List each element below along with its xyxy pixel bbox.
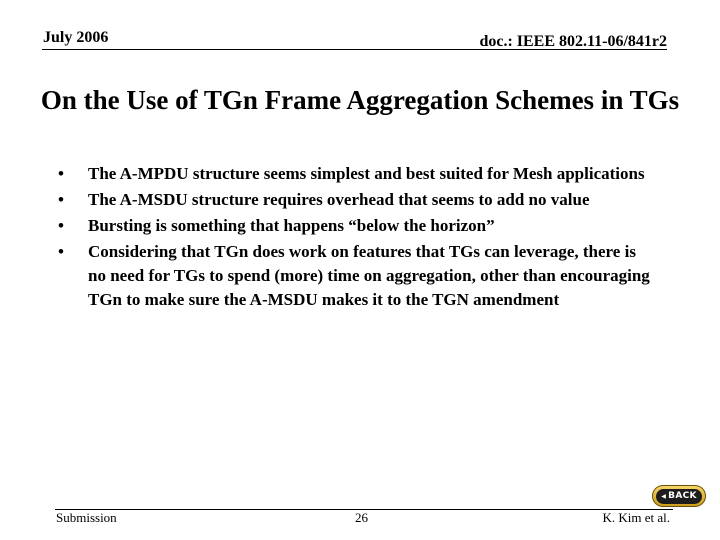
left-arrow-icon: ◀ [661, 492, 667, 500]
footer-page-number: 26 [355, 510, 368, 525]
back-button-face [656, 489, 702, 504]
header-date: July 2006 [43, 29, 109, 46]
footer-submission: Submission [56, 510, 117, 525]
bullet-text: The A-MPDU structure seems simplest and best suited for Mesh applications [88, 164, 645, 183]
back-button-label: BACK [668, 491, 697, 501]
bullet-marker: • [58, 190, 64, 209]
bullet-item [56, 188, 656, 212]
bullet-marker: • [58, 164, 64, 183]
bullet-item [56, 162, 656, 186]
bullet-text: The A-MSDU structure requires overhead that seems to add no value [88, 190, 590, 209]
footer-authors: K. Kim et al. [602, 510, 670, 525]
bullet-marker: • [58, 242, 64, 261]
header-divider [42, 49, 667, 50]
bullet-item [56, 240, 656, 312]
bullet-text: Bursting is something that happens “below the horizon” [88, 216, 495, 235]
slide-title: On the Use of TGn Frame Aggregation Schemes in TGs [40, 85, 680, 115]
header-doc-id: doc.: IEEE 802.11-06/841r2 [479, 33, 667, 50]
bullet-list [56, 162, 656, 314]
back-button[interactable] [652, 485, 706, 507]
bullet-item [56, 214, 656, 238]
bullet-marker: • [58, 216, 64, 235]
bullet-text: Considering that TGn does work on features that TGs can leverage, there is no need for TGs to spend (more) time on aggregation, other than encouraging TGn to make sure the A-MSDU makes it to the TGN amendment [88, 242, 650, 309]
